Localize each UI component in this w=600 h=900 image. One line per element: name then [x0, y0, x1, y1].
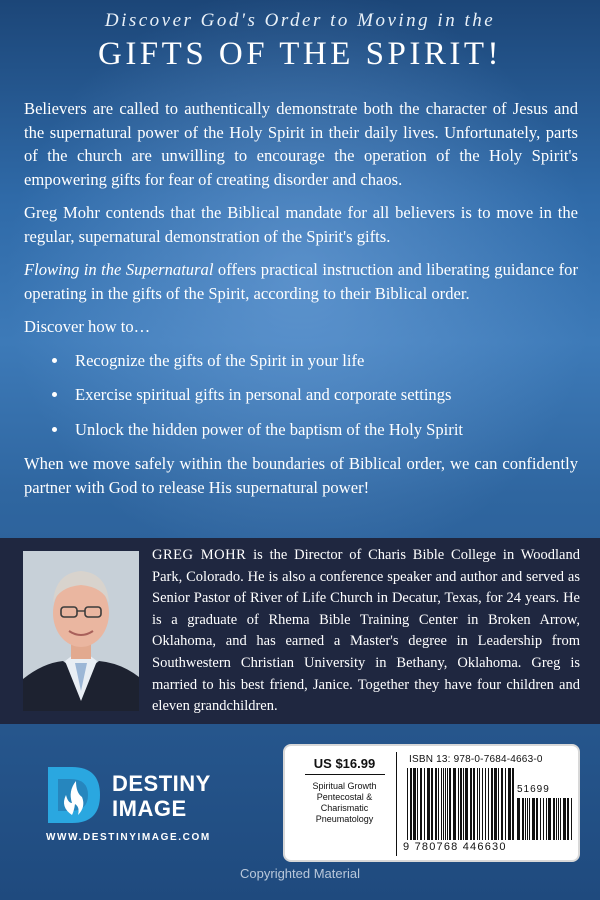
bullet-dot-icon — [52, 392, 57, 397]
copyright-watermark: Copyrighted Material — [240, 866, 360, 881]
description-paragraph-3-rest: offers practical instruction and liberating guidance for operating in the gifts of the Spirit, according to their Biblical order. — [24, 260, 578, 303]
barcode-bar — [517, 798, 520, 840]
price-code: 51699 — [517, 784, 550, 795]
author-bio — [152, 545, 580, 718]
barcode-bar — [553, 798, 555, 840]
barcode-bar — [427, 768, 430, 840]
barcode-bar — [536, 798, 538, 840]
barcode-bar — [420, 768, 422, 840]
book-title-italic: Flowing in the Supernatural — [24, 260, 214, 279]
cover-title: GIFTS OF THE SPIRIT! — [97, 36, 502, 72]
publisher-url: WWW.DESTINYIMAGE.COM — [46, 832, 211, 843]
barcode-bar — [445, 768, 446, 840]
barcode-bar — [465, 768, 468, 840]
category-line: Spiritual Growth — [312, 781, 377, 791]
description-paragraph-3 — [24, 258, 578, 305]
barcode-bar — [463, 768, 464, 840]
barcode-bar — [488, 768, 489, 840]
publisher-name-line1: DESTINY — [112, 771, 211, 796]
author-band — [0, 538, 600, 724]
closing-paragraph: When we move safely within the boundaries of Biblical order, we can confidently partner with God to release His supernatural power! — [24, 454, 578, 497]
barcode-bar — [491, 768, 493, 840]
category-line: Pneumatology — [315, 814, 374, 824]
author-portrait-icon — [23, 551, 139, 711]
barcode-bar — [424, 768, 425, 840]
barcode-bar — [417, 768, 418, 840]
barcode-bar — [453, 768, 456, 840]
barcode-bar — [482, 768, 483, 840]
category-line: Pentecostal & Charismatic — [316, 792, 373, 813]
ean-barcode — [407, 768, 515, 840]
barcode-bar — [571, 798, 572, 840]
barcode-bar — [529, 798, 530, 840]
barcode-bar — [543, 798, 544, 840]
bullet-text: Exercise spiritual gifts in personal and corporate settings — [75, 385, 452, 404]
barcode-bar — [563, 798, 566, 840]
barcode-bar — [505, 768, 506, 840]
barcode-bar — [479, 768, 480, 840]
barcode-bar — [443, 768, 444, 840]
barcode-bar — [525, 798, 526, 840]
barcode-bar — [494, 768, 497, 840]
barcode-bar — [473, 768, 475, 840]
barcode-bar — [546, 798, 547, 840]
barcode-bar — [407, 768, 408, 840]
isbn: ISBN 13: 978-0-7684-4663-0 — [409, 754, 543, 765]
barcode-bar — [508, 768, 511, 840]
barcode-bar — [548, 798, 551, 840]
bullet-dot-icon — [52, 358, 57, 363]
barcode-bar — [540, 798, 541, 840]
barcode-bar — [498, 768, 499, 840]
bullet-item — [24, 418, 578, 442]
barcode-bar — [438, 768, 439, 840]
barcode-bar — [449, 768, 451, 840]
barcode-bar — [532, 798, 535, 840]
bullet-item — [24, 383, 578, 407]
publisher-logo — [20, 765, 260, 845]
barcode-bar — [447, 768, 448, 840]
publisher-name-line2: IMAGE — [112, 796, 187, 821]
barcode-bar — [522, 798, 524, 840]
barcode-bar — [501, 768, 503, 840]
tagline: Discover God's Order to Moving in the — [104, 10, 496, 31]
barcode-bar — [558, 798, 559, 840]
description-paragraph-2: Greg Mohr contends that the Biblical mandate for all believers is to move in the regular, supernatural demonstration of the Spirit's gifts. — [24, 203, 578, 246]
barcode-bar — [567, 798, 569, 840]
barcode-bar — [477, 768, 478, 840]
barcode-bar — [470, 768, 472, 840]
category — [293, 781, 396, 825]
price-barcode — [517, 798, 573, 840]
price-box — [293, 752, 397, 856]
ean-number: 9 780768 446630 — [403, 841, 507, 853]
author-photo — [23, 551, 139, 711]
barcode-bar — [485, 768, 486, 840]
price: US $16.99 — [305, 756, 385, 775]
barcode-bar — [560, 798, 561, 840]
description — [24, 97, 578, 509]
bullet-item — [24, 349, 578, 373]
author-name: GREG MOHR — [152, 547, 247, 563]
barcode-box — [283, 744, 580, 862]
barcode-bar — [527, 798, 528, 840]
bullet-text: Unlock the hidden power of the baptism of the Holy Spirit — [75, 419, 464, 439]
destiny-image-d-flame-icon — [46, 765, 102, 825]
bullet-list — [24, 349, 578, 442]
publisher-wordmark — [112, 771, 211, 821]
barcode-bar — [458, 768, 459, 840]
barcode-bar — [512, 768, 514, 840]
barcode-bar — [441, 768, 442, 840]
barcode-bar — [410, 768, 412, 840]
bullet-text: Recognize the gifts of the Spirit in your life — [75, 350, 365, 370]
bullet-dot-icon — [52, 427, 57, 432]
barcode-bar — [413, 768, 416, 840]
description-paragraph-1: Believers are called to authentically demonstrate both the character of Jesus and the supernatural power of the Holy Spirit in their daily lives. Unfortunately, parts of the church are unwilling to encourage the operation of the Holy Spirit's empowering gifts for fear of creating disorder and chaos. — [24, 99, 578, 189]
barcode-bar — [460, 768, 462, 840]
author-bio-text: is the Director of Charis Bible College in Woodland Park, Colorado. He is also a conference speaker and author and served as Senior Pastor of River of Life Church in Decatur, Texas, for 24 years. He is a graduate of Rhema Bible Training Center in Broken Arrow, Oklahoma, and has earned a Master's degree in Leadership from Southwestern Christian University in Bethany, Oklahoma. Greg is married to his best friend, Janice. Together they have four children and eleven grandchildren. — [152, 547, 580, 715]
barcode-bar — [435, 768, 437, 840]
discover-heading: Discover how to… — [24, 317, 151, 336]
barcode-bar — [556, 798, 557, 840]
barcode-bar — [431, 768, 433, 840]
